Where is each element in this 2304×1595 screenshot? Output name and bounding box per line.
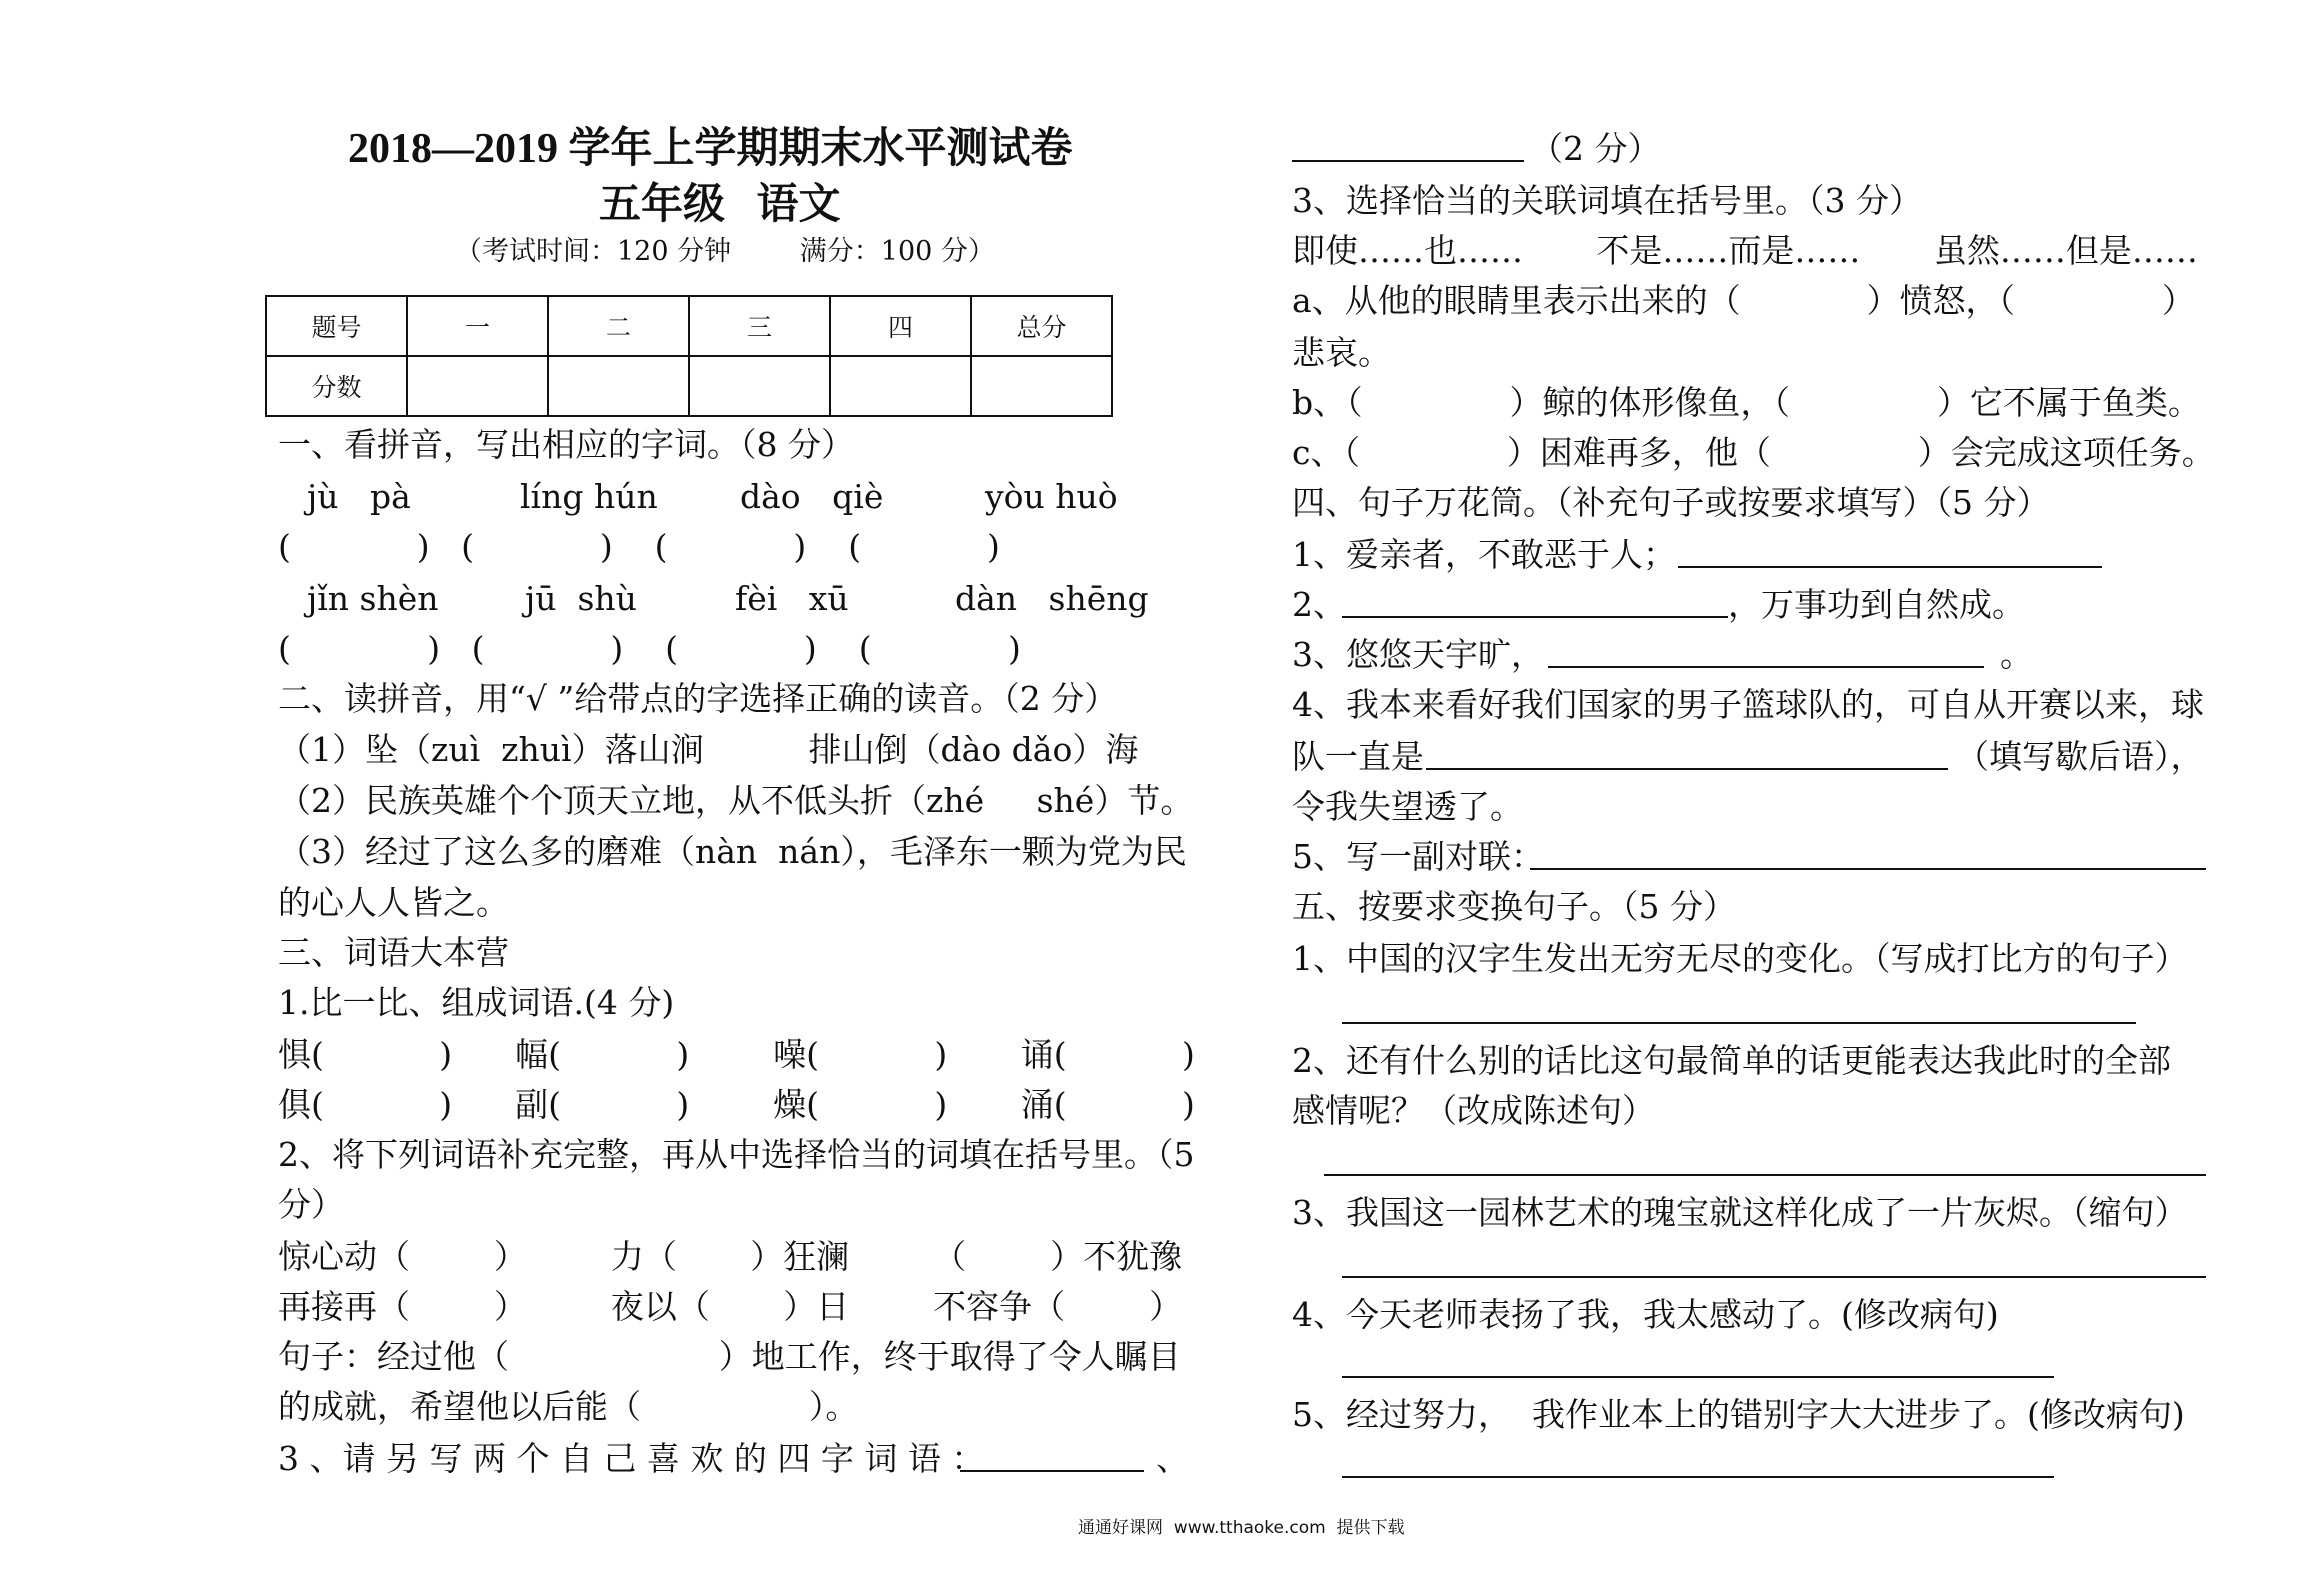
answer-line[interactable] — [1342, 1276, 2206, 1278]
pinyin: dàn shēng — [955, 579, 1149, 618]
question-text: 。 — [2000, 635, 2033, 674]
score-note: （2 分） — [1530, 129, 1661, 168]
section-2-heading: 二、读拼音，用“√ ”给带点的字选择正确的读音。（2 分） — [278, 679, 1118, 718]
question-text: 令我失望透了。 — [1292, 787, 1523, 826]
pinyin: yòu huò — [985, 477, 1118, 516]
question-text: ，万事功到自然成。 — [1728, 585, 2025, 624]
conjunction-options: 即使……也…… 不是……而是…… 虽然……但是…… — [1292, 231, 2198, 270]
section-4-heading: 四、句子万花筒。（补充句子或按要求填写）（5 分） — [1292, 483, 2050, 522]
answer-line[interactable] — [1342, 1376, 2054, 1378]
question-text: （1）坠（zuì zhuì）落山涧 排山倒（dào dǎo）海 — [278, 730, 1139, 769]
score-cell[interactable] — [548, 356, 689, 416]
question-text[interactable]: a、从他的眼睛里表示出来的（ ）愤怒，（ ） — [1292, 281, 2195, 320]
score-cell: 二 — [548, 296, 689, 356]
pinyin: fèi xū — [735, 579, 849, 618]
score-cell: 总分 — [971, 296, 1112, 356]
exam-title: 2018—2019 学年上学期期末水平测试卷 — [348, 126, 1073, 172]
answer-brackets[interactable]: ( ) ( ) ( ) ( ) — [278, 629, 1021, 668]
question-text: 2、将下列词语补充完整，再从中选择恰当的词填在括号里。（5 — [278, 1135, 1195, 1174]
question-text: 句子：经过他（ ）地工作，终于取得了令人瞩目 — [278, 1337, 1181, 1376]
idiom-brackets[interactable]: 惊心动（ ） 力（ ）狂澜 （ ）不犹豫 — [278, 1237, 1183, 1276]
pinyin: jù pà — [307, 477, 411, 516]
score-cell: 三 — [689, 296, 830, 356]
question-text: （填写歇后语）， — [1956, 737, 2204, 776]
score-table — [265, 295, 1113, 417]
score-cell[interactable] — [971, 356, 1112, 416]
pinyin: jǐn shèn — [307, 579, 439, 618]
question-text: 3 、请 另 写 两 个 自 己 喜 欢 的 四 字 词 语 ： — [278, 1439, 985, 1478]
question-text: 3、选择恰当的关联词填在括号里。（3 分） — [1292, 181, 1922, 220]
question-text: 的成就，希望他以后能（ ）。 — [278, 1387, 859, 1426]
question-text: 分） — [278, 1185, 344, 1224]
score-cell[interactable] — [689, 356, 830, 416]
answer-line[interactable] — [1342, 1476, 2054, 1478]
question-text: （2）民族英雄个个顶天立地，从不低头折（zhé shé）节。 — [278, 781, 1194, 820]
question-text: 5、经过努力， 我作业本上的错别字大大进步了。(修改病句) — [1292, 1395, 2185, 1434]
exam-subtitle: 五年级 语文 — [599, 182, 841, 228]
question-text[interactable]: b、（ ）鲸的体形像鱼，（ ）它不属于鱼类。 — [1292, 383, 2201, 422]
score-cell: 分数 — [266, 356, 407, 416]
question-text: 悲哀。 — [1292, 333, 1391, 372]
exam-info: （考试时间：120 分钟 满分：100 分） — [455, 236, 995, 267]
pinyin: jū shù — [525, 579, 637, 618]
question-text: 1.比一比、组成词语.(4 分) — [278, 983, 675, 1022]
score-cell: 题号 — [266, 296, 407, 356]
question-text: 的心人人皆之。 — [278, 883, 509, 922]
separator-text: 、 — [1156, 1439, 1189, 1478]
answer-line[interactable] — [960, 1470, 1144, 1472]
question-text[interactable]: c、（ ）困难再多，他（ ）会完成这项任务。 — [1292, 433, 2215, 472]
question-text: 队一直是 — [1292, 737, 1424, 776]
question-text: 1、爱亲者，不敢恶于人； — [1292, 535, 1676, 574]
answer-line[interactable] — [1678, 566, 2102, 568]
answer-line[interactable] — [1324, 1174, 2206, 1176]
question-text: 5、写一副对联： — [1292, 837, 1544, 876]
pinyin: dào qiè — [740, 477, 884, 516]
answer-line[interactable] — [1342, 1022, 2136, 1024]
question-text: （3）经过了这么多的磨难（nàn nán），毛泽东一颗为党为民 — [278, 832, 1187, 871]
score-cell[interactable] — [830, 356, 971, 416]
question-text: 2、还有什么别的话比这句最简单的话更能表达我此时的全部 — [1292, 1041, 2171, 1080]
section-5-heading: 五、按要求变换句子。（5 分） — [1292, 887, 1736, 926]
footer-credit: 通通好课网 www.tthaoke.com 提供下载 — [1078, 1518, 1405, 1538]
question-text: 4、今天老师表扬了我，我太感动了。(修改病句) — [1292, 1295, 1999, 1334]
answer-line[interactable] — [1342, 616, 1728, 618]
answer-line[interactable] — [1426, 768, 1948, 770]
question-text: 感情呢？（改成陈述句） — [1292, 1091, 1655, 1130]
answer-line[interactable] — [1530, 868, 2206, 870]
question-text: 1、中国的汉字生发出无穷无尽的变化。（写成打比方的句子） — [1292, 939, 2188, 978]
word-brackets[interactable]: 俱( ) 副( ) 燥( ) 涌( ) — [278, 1085, 1195, 1124]
section-3-heading: 三、词语大本营 — [278, 933, 509, 972]
answer-brackets[interactable]: ( ) ( ) ( ) ( ) — [278, 527, 1000, 566]
word-brackets[interactable]: 惧( ) 幅( ) 噪( ) 诵( ) — [278, 1035, 1195, 1074]
question-text: 3、我国这一园林艺术的瑰宝就这样化成了一片灰烬。（缩句） — [1292, 1193, 2188, 1232]
answer-line[interactable] — [1292, 160, 1524, 162]
score-cell[interactable] — [407, 356, 548, 416]
score-cell: 四 — [830, 296, 971, 356]
score-cell: 一 — [407, 296, 548, 356]
score-table-score-row — [266, 356, 1112, 416]
idiom-brackets[interactable]: 再接再（ ） 夜以（ ）日 不容争（ ） — [278, 1287, 1183, 1326]
question-text: 3、悠悠天宇旷， — [1292, 635, 1544, 674]
pinyin: líng hún — [520, 477, 658, 516]
question-text: 4、我本来看好我们国家的男子篮球队的，可自从开赛以来，球 — [1292, 685, 2204, 724]
score-table-header-row — [266, 296, 1112, 356]
answer-line[interactable] — [1548, 666, 1984, 668]
question-text: 2、 — [1292, 585, 1346, 624]
section-1-heading: 一、看拼音，写出相应的字词。（8 分） — [278, 425, 854, 464]
